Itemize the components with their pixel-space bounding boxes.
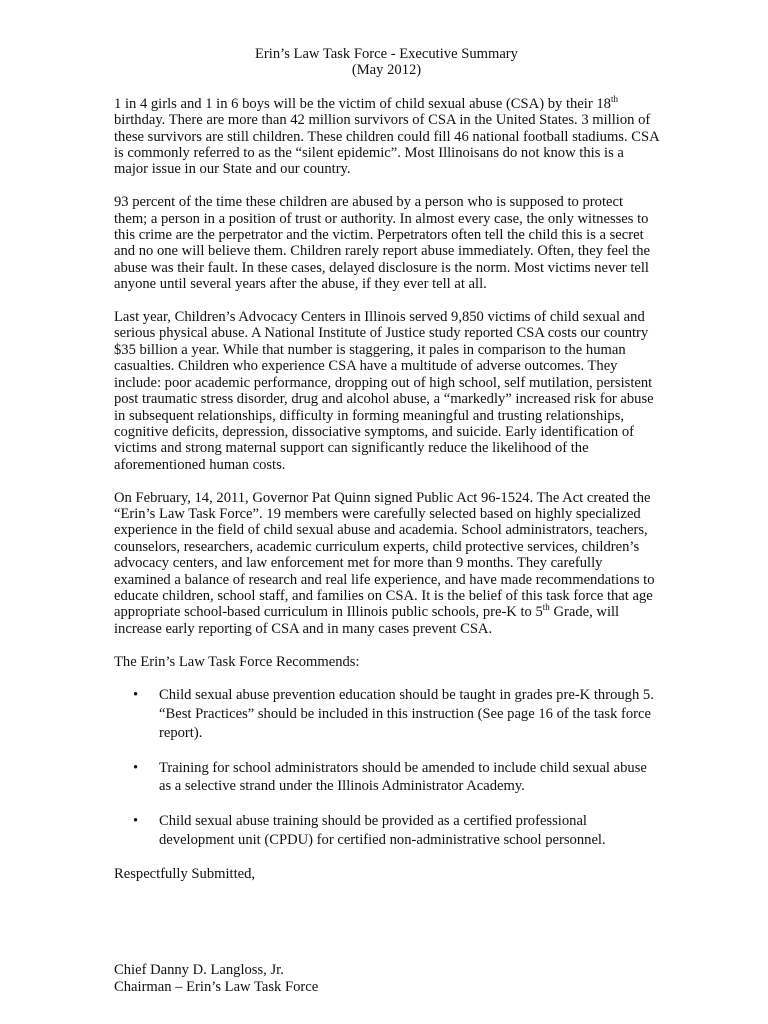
paragraph-public-act xyxy=(114,490,659,638)
list-item xyxy=(114,759,659,796)
signature-block xyxy=(114,962,659,995)
superscript-th: th xyxy=(542,602,550,613)
bullet-icon: • xyxy=(133,759,139,776)
recommendations-list xyxy=(114,686,659,849)
list-item xyxy=(114,812,659,849)
bullet-icon: • xyxy=(133,813,139,830)
paragraph-public-act-text-a: On February, 14, 2011, Governor Pat Quinn signed Public Act 96-1524. The Act created the “Erin’s Law Task Force”. 19 members were carefully selected based on highly specialized experience in the field of child sexual abuse and academia. School administrators, teachers, counselors, researchers, academic curriculum experts, child protective services, children’s advocacy centers, and law enforcement met for more than 9 months. They carefully examined a balance of research and real life experience, and have made recommendations to educate children, school staff, and families on CSA. It is the belief of this task force that age appropriate school-based curriculum in Illinois public schools, pre-K to 5 xyxy=(114,489,655,621)
superscript-th: th xyxy=(610,93,618,104)
paragraph-statistics-text-a: 1 in 4 girls and 1 in 6 boys will be the victim of child sexual abuse (CSA) by their 18 xyxy=(114,95,611,112)
paragraph-statistics-text-b: birthday. There are more than 42 million survivors of CSA in the United States. 3 million of these survivors are still children. These children could fill 46 national football stadiums. CSA is commonly referred to as the “silent epidemic”. Most Illinoisans do not know this is a major issue in our State and our country. xyxy=(114,112,659,178)
bullet-icon: • xyxy=(133,687,139,704)
signer-name: Chief Danny D. Langloss, Jr. xyxy=(114,962,284,979)
paragraph-statistics xyxy=(114,93,659,178)
title-line: Erin’s Law Task Force - Executive Summary xyxy=(255,46,518,62)
signer-title: Chairman – Erin’s Law Task Force xyxy=(114,978,319,995)
list-item-text: Child sexual abuse prevention education should be taught in grades pre-K through 5. “Best Practices” should be included in this instruction (See page 16 of the task force report). xyxy=(159,687,654,741)
paragraph-public-act-text-b: Grade, will increase early reporting of CSA and in many cases prevent CSA. xyxy=(114,604,620,637)
list-item xyxy=(114,686,659,742)
document-page xyxy=(114,46,659,995)
paragraph-costs: Last year, Children’s Advocacy Centers in Illinois served 9,850 victims of child sexual and serious physical abuse. A National Institute of Justice study reported CSA costs our country $35 billion a year. While that number is staggering, it pales in comparison to the human casualties. Children who experience CSA have a multitude of adverse outcomes. They include: poor academic performance, dropping out of high school, self mutilation, persistent post traumatic stress disorder, drug and alcohol abuse, a “markedly” increased risk for abuse in subsequent relationships, difficulty in forming meaningful and trusting relationships, cognitive deficits, depression, dissociative symptoms, and suicide. Early identification of victims and strong maternal support can significantly reduce the likelihood of the aforementioned human costs. xyxy=(114,309,654,473)
list-item-text: Child sexual abuse training should be provided as a certified professional development unit (CPDU) for certified non-administrative school personnel. xyxy=(159,813,606,848)
recommendations-heading: The Erin’s Law Task Force Recommends: xyxy=(114,653,360,670)
paragraph-perpetrators: 93 percent of the time these children are abused by a person who is supposed to protect them; a person in a position of trust or authority. In almost every case, the only witnesses to this crime are the perpetrator and the victim. Perpetrators often tell the child this is a secret and no one will believe them. Children rarely report abuse immediately. Often, they feel the abuse was their fault. In these cases, delayed disclosure is the norm. Most victims never tell anyone until several years after the abuse, if they ever tell at all. xyxy=(114,194,650,293)
closing-line: Respectfully Submitted, xyxy=(114,865,256,882)
title-date: (May 2012) xyxy=(351,62,422,79)
list-item-text: Training for school administrators should be amended to include child sexual abuse as a selective strand under the Illinois Administrator Academy. xyxy=(159,759,647,795)
document-title xyxy=(114,46,659,79)
